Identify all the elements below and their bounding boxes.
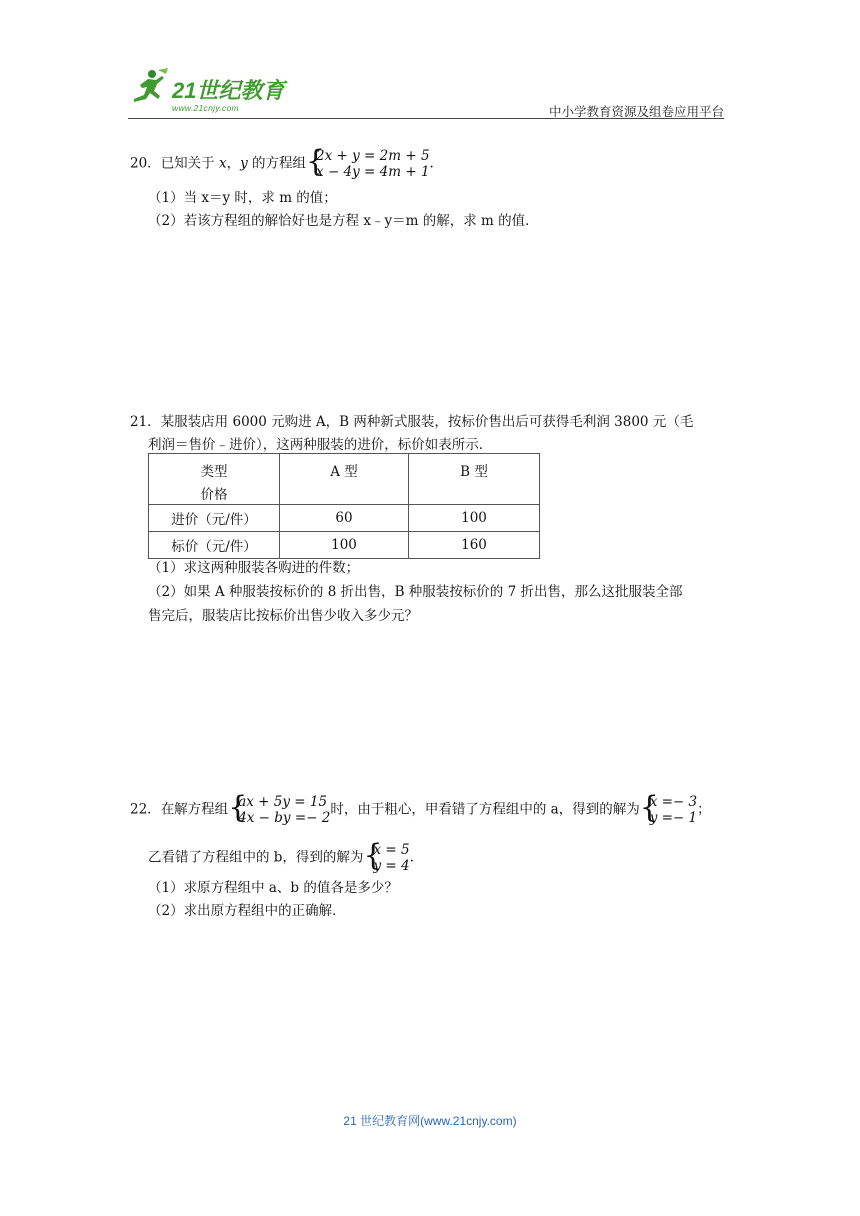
question-21-part-2-line2: 售完后，服装店比按标价出售少收入多少元？ xyxy=(148,608,418,624)
question-20-part-1: （1）当 x＝y 时，求 m 的值； xyxy=(148,190,337,206)
question-number: 22． xyxy=(130,801,161,818)
equation-2: x − 4y = 4m + 1 xyxy=(316,164,430,180)
header-divider xyxy=(128,118,724,119)
question-22-part-2: （2）求出原方程组中的正确解． xyxy=(148,903,346,919)
equation-system: { ax + 5y = 15 4x − by =− 2 xyxy=(228,790,331,826)
table-header-row xyxy=(149,454,540,505)
question-20-part-2: （2）若该方程组的解恰好也是方程 x﹣y＝m 的解，求 m 的值． xyxy=(148,213,539,229)
equation-1: 2x + y = 2m + 5 xyxy=(316,148,430,164)
logo-url: www.21cnjy.com xyxy=(172,103,239,113)
solution-system-2: { x = 5 y = 4 xyxy=(363,838,410,874)
question-number: 20． xyxy=(130,155,161,172)
question-21-part-1: （1）求这两种服装各购进的件数； xyxy=(148,560,360,576)
runner-logo-icon xyxy=(128,66,172,110)
question-21-stem-line2: 利润＝售价﹣进价），这两种服装的进价，标价如表所示． xyxy=(148,437,493,453)
table-row: 进价（元/件） 60 100 xyxy=(149,505,540,532)
equation-system: { 2x + y = 2m + 5 x − 4y = 4m + 1 xyxy=(306,144,430,180)
header-platform-text: 中小学教育资源及组卷应用平台 xyxy=(548,105,724,119)
question-21-part-2-line1: （2）如果 A 种服装按标价的 8 折出售，B 种服装按标价的 7 折出售，那么这批服装全部 xyxy=(148,584,683,600)
question-21-stem: 21．某服装店用 6000 元购进 A，B 两种新式服装，按标价售出后可获得毛利润 3800 元（毛 xyxy=(130,414,694,430)
table-row: 标价（元/件） 100 160 xyxy=(149,532,540,559)
footer-link[interactable]: 21 世纪教育网(www.21cnjy.com) xyxy=(343,1114,517,1128)
question-20-stem: 20．已知关于 x，y 的方程组 { 2x + y = 2m + 5 x − 4y = 4m + 1 . xyxy=(130,144,434,180)
page-header xyxy=(128,66,724,118)
price-table xyxy=(148,453,540,559)
solution-system-1: { x =− 3 y =− 1 xyxy=(639,790,698,826)
question-22-part-1: （1）求原方程组中 a、b 的值各是多少？ xyxy=(148,880,398,896)
question-22-line2: 乙看错了方程组中的 b，得到的解为 { x = 5 y = 4 . xyxy=(148,838,414,874)
question-22-stem: 22．在解方程组 { ax + 5y = 15 4x − by =− 2 时，由于粗心，甲看错了方程组中的 a，得到的解为 { x =− 3 y =− 1 ； xyxy=(130,790,711,826)
table-corner-cell: 类型 价格 xyxy=(149,454,280,505)
site-logo[interactable] xyxy=(128,66,298,118)
logo-text: 21世纪教育 xyxy=(172,78,285,103)
column-header-b: B 型 xyxy=(409,454,540,505)
column-header-a: A 型 xyxy=(280,454,409,505)
question-number: 21． xyxy=(130,414,161,430)
